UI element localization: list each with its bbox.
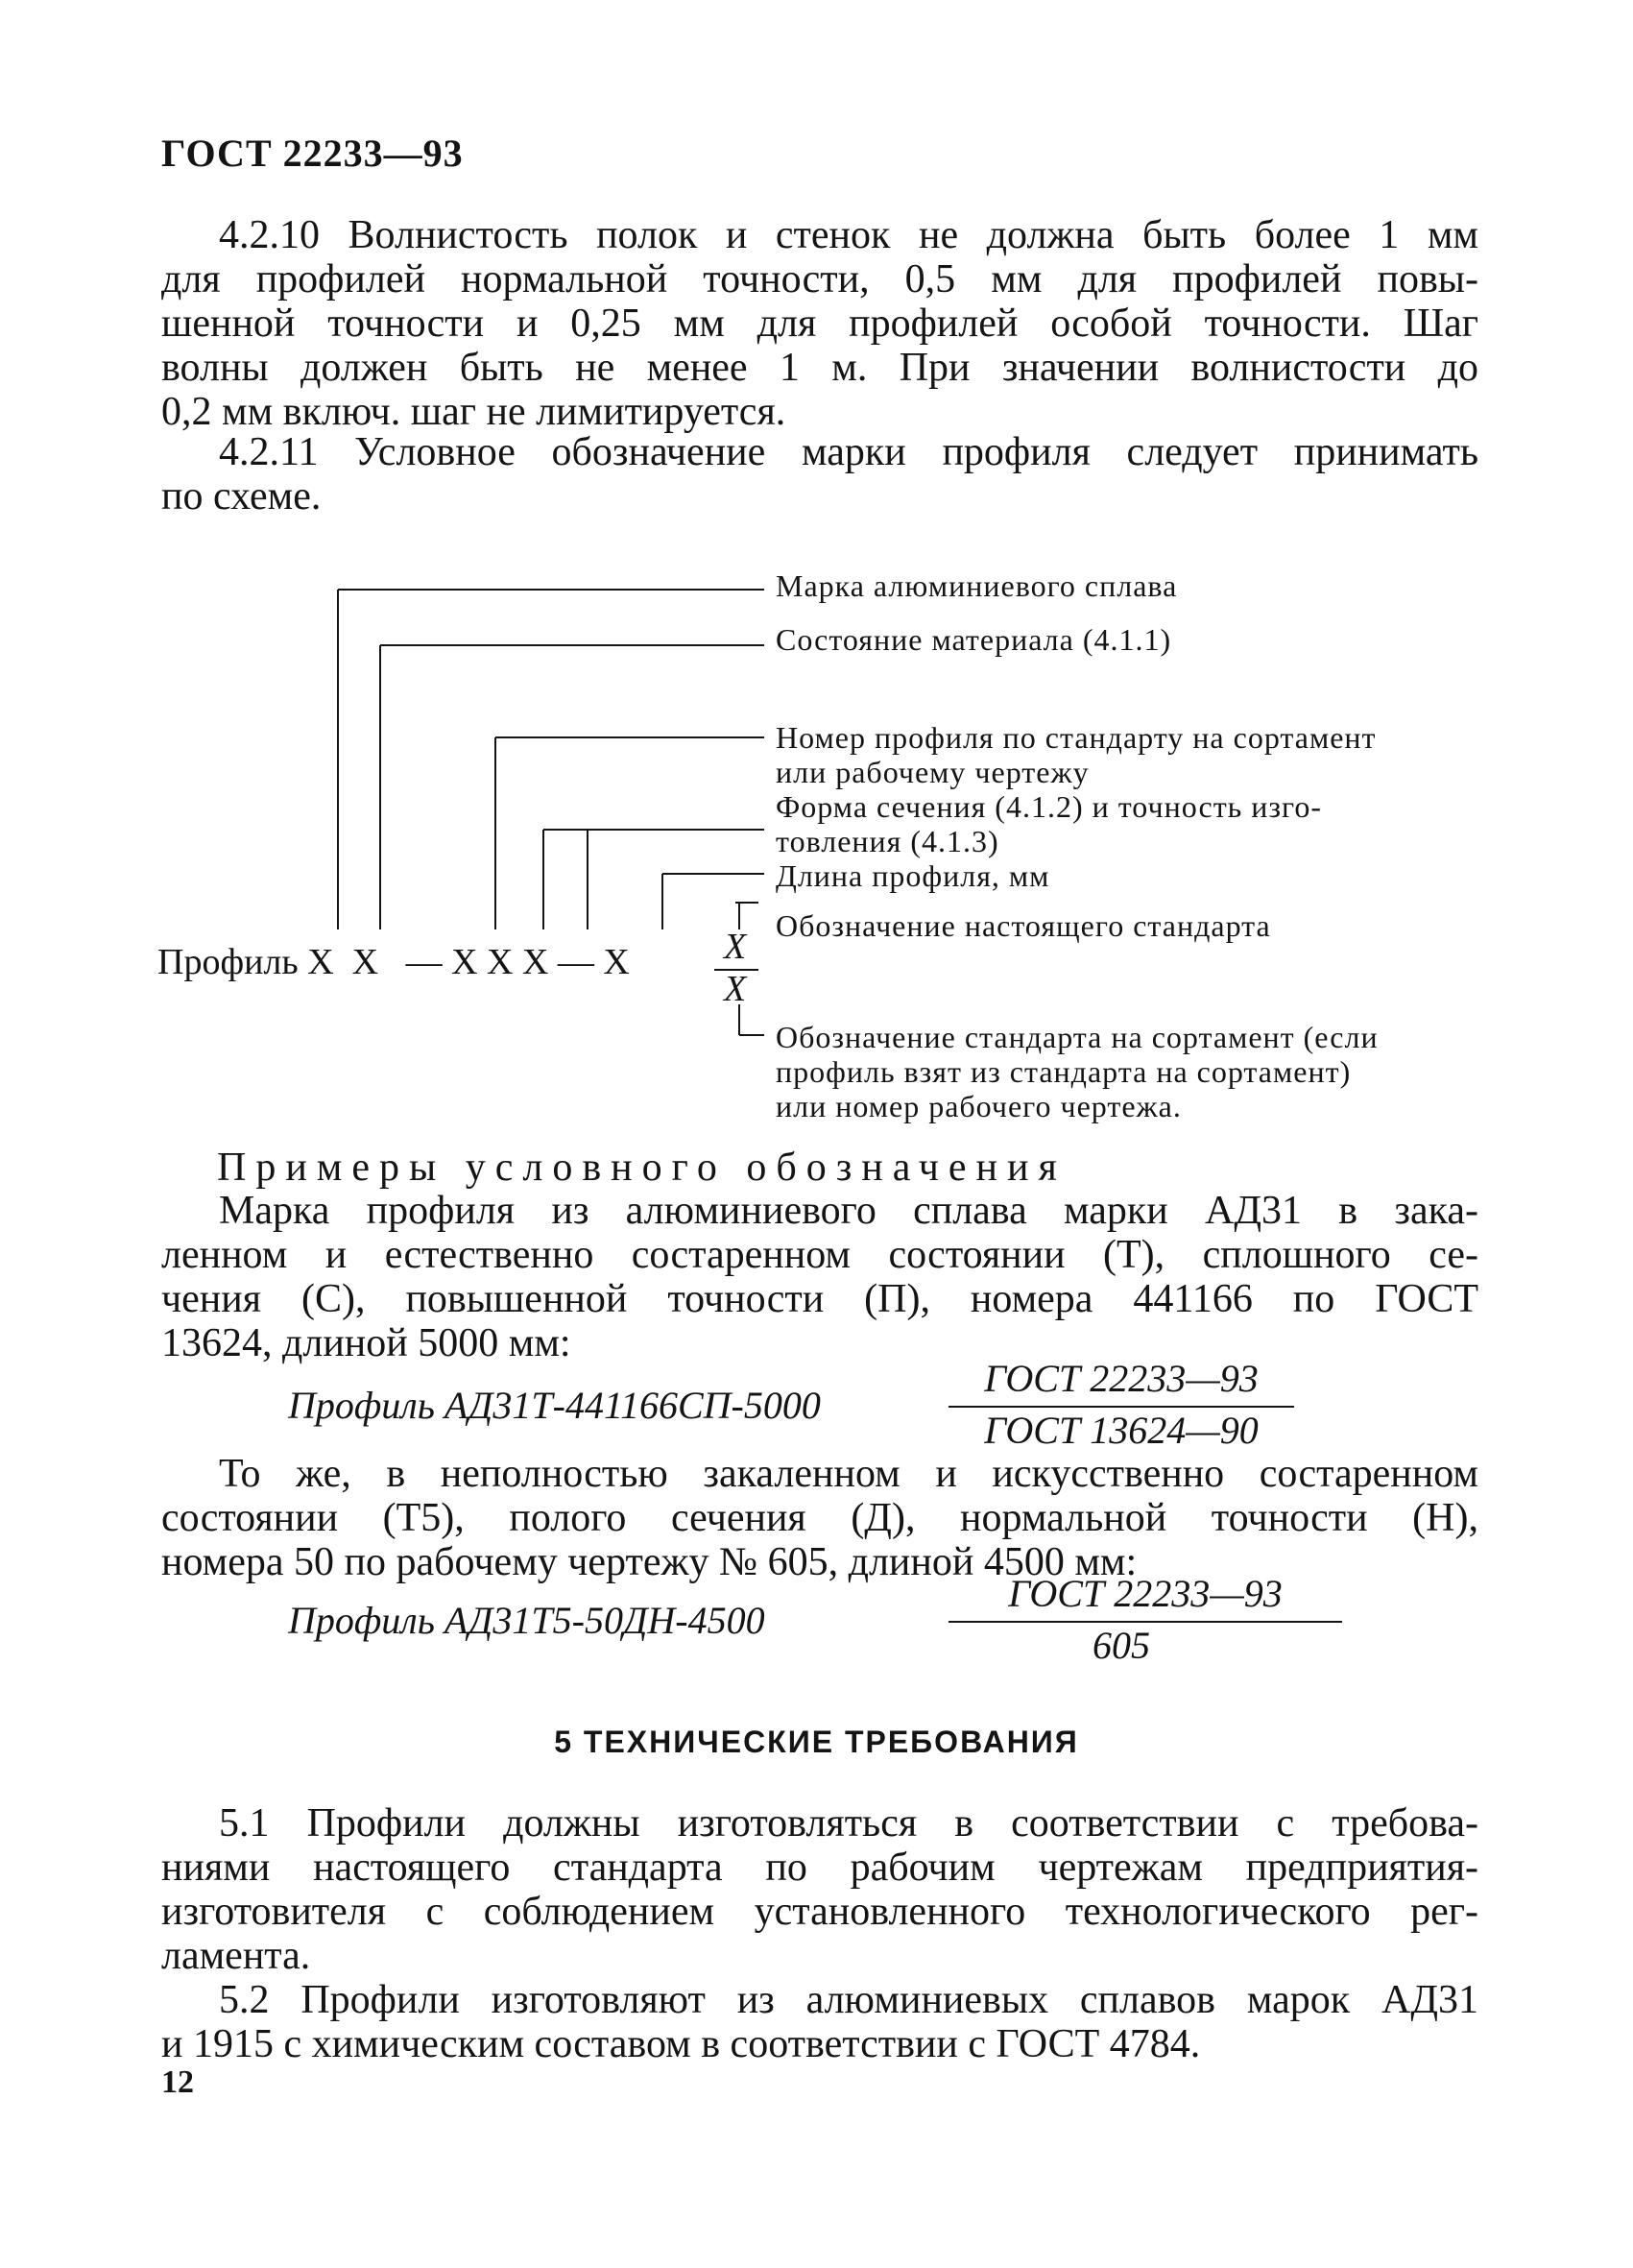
- text-line: ламента.: [161, 1934, 311, 1978]
- text-line: и 1915 с химическим составом в соответствии с ГОСТ 4784.: [161, 2022, 1201, 2066]
- label-assortment-1: Обозначение стандарта на сортамент (если: [776, 1020, 1379, 1054]
- text-line: для профилей нормальной точности, 0,5 мм для профилей повы-: [161, 257, 1478, 302]
- profile-designation-line: Профиль X X — X X X — X: [157, 942, 630, 982]
- text-line: ленном и естественно состаренном состоянии (Т), сплошного се-: [161, 1233, 1478, 1277]
- text-line: То же, в неполностью закаленном и искусственно состаренном: [219, 1452, 1478, 1496]
- text-line: по схеме.: [161, 474, 322, 519]
- text-line: изготовителя с соблюдением установленного технологического рег-: [161, 1890, 1478, 1934]
- example-2-standard: ГОСТ 22233—93: [1008, 1572, 1283, 1615]
- text-line: 5.2 Профили изготовляют из алюминиевых сплавов марок АД31: [219, 1978, 1478, 2022]
- example-1-assortment: ГОСТ 13624—90: [984, 1409, 1259, 1452]
- label-section-form-2: товления (4.1.3): [776, 824, 999, 858]
- example-1-formula: Профиль АД31Т-441166СП-5000: [288, 1384, 821, 1427]
- label-profile-length: Длина профиля, мм: [776, 858, 1050, 893]
- page-number: 12: [161, 2064, 194, 2100]
- text-line: 13624, длиной 5000 мм:: [161, 1321, 571, 1365]
- text-line: чения (С), повышенной точности (П), номера 441166 по ГОСТ: [161, 1277, 1478, 1321]
- text-line: 4.2.10 Волнистость полок и стенок не должна быть более 1 мм: [219, 213, 1478, 257]
- text-line: волны должен быть не менее 1 м. При значении волнистости до: [161, 346, 1478, 390]
- paragraph-4-2-10: [161, 213, 1478, 434]
- label-section-form-1: Форма сечения (4.1.2) и точность изго-: [776, 789, 1323, 824]
- label-alloy-grade: Марка алюминиевого сплава: [776, 568, 1178, 603]
- fraction-numerator: X: [724, 927, 747, 967]
- paragraph-5-2: [161, 1978, 1478, 2066]
- text-line: шенной точности и 0,25 мм для профилей особой точности. Шаг: [161, 302, 1478, 346]
- label-this-standard: Обозначение настоящего стандарта: [776, 908, 1271, 943]
- examples-heading: Примеры условного обозначения: [217, 1146, 1067, 1190]
- text-line: Марка профиля из алюминиевого сплава марки АД31 в зака-: [219, 1189, 1478, 1233]
- label-profile-number-2: или рабочему чертежу: [776, 755, 1090, 789]
- paragraph-4-2-11: [161, 430, 1478, 519]
- document-header: ГОСТ 22233—93: [161, 132, 464, 175]
- text-line: 5.1 Профили должны изготовляться в соответствии с требова-: [219, 1801, 1478, 1846]
- text-line: ниями настоящего стандарта по рабочим чертежам предприятия-: [161, 1846, 1478, 1890]
- label-assortment-3: или номер рабочего чертежа.: [776, 1089, 1182, 1123]
- example-2-formula: Профиль АД31Т5-50ДН-4500: [288, 1599, 765, 1642]
- section-5-title: 5 ТЕХНИЧЕСКИЕ ТРЕБОВАНИЯ: [554, 1725, 1079, 1759]
- label-assortment-2: профиль взят из стандарта на сортамент): [776, 1054, 1352, 1089]
- example-2-drawing-number: 605: [1093, 1624, 1150, 1667]
- fraction-denominator: X: [724, 969, 747, 1009]
- text-line: номера 50 по рабочему чертежу № 605, длиной 4500 мм:: [161, 1540, 1138, 1584]
- text-line: состоянии (Т5), полого сечения (Д), нормальной точности (Н),: [161, 1496, 1478, 1540]
- label-material-state: Состояние материала (4.1.1): [776, 622, 1172, 657]
- example-1-standard: ГОСТ 22233—93: [984, 1357, 1259, 1400]
- paragraph-5-1: [161, 1801, 1478, 1978]
- text-line: 4.2.11 Условное обозначение марки профиля следует принимать: [219, 430, 1478, 474]
- example-2-text: [161, 1452, 1478, 1584]
- example-1-text: [161, 1189, 1478, 1365]
- label-profile-number-1: Номер профиля по стандарту на сортамент: [776, 720, 1377, 755]
- text-line: 0,2 мм включ. шаг не лимитируется.: [161, 390, 786, 434]
